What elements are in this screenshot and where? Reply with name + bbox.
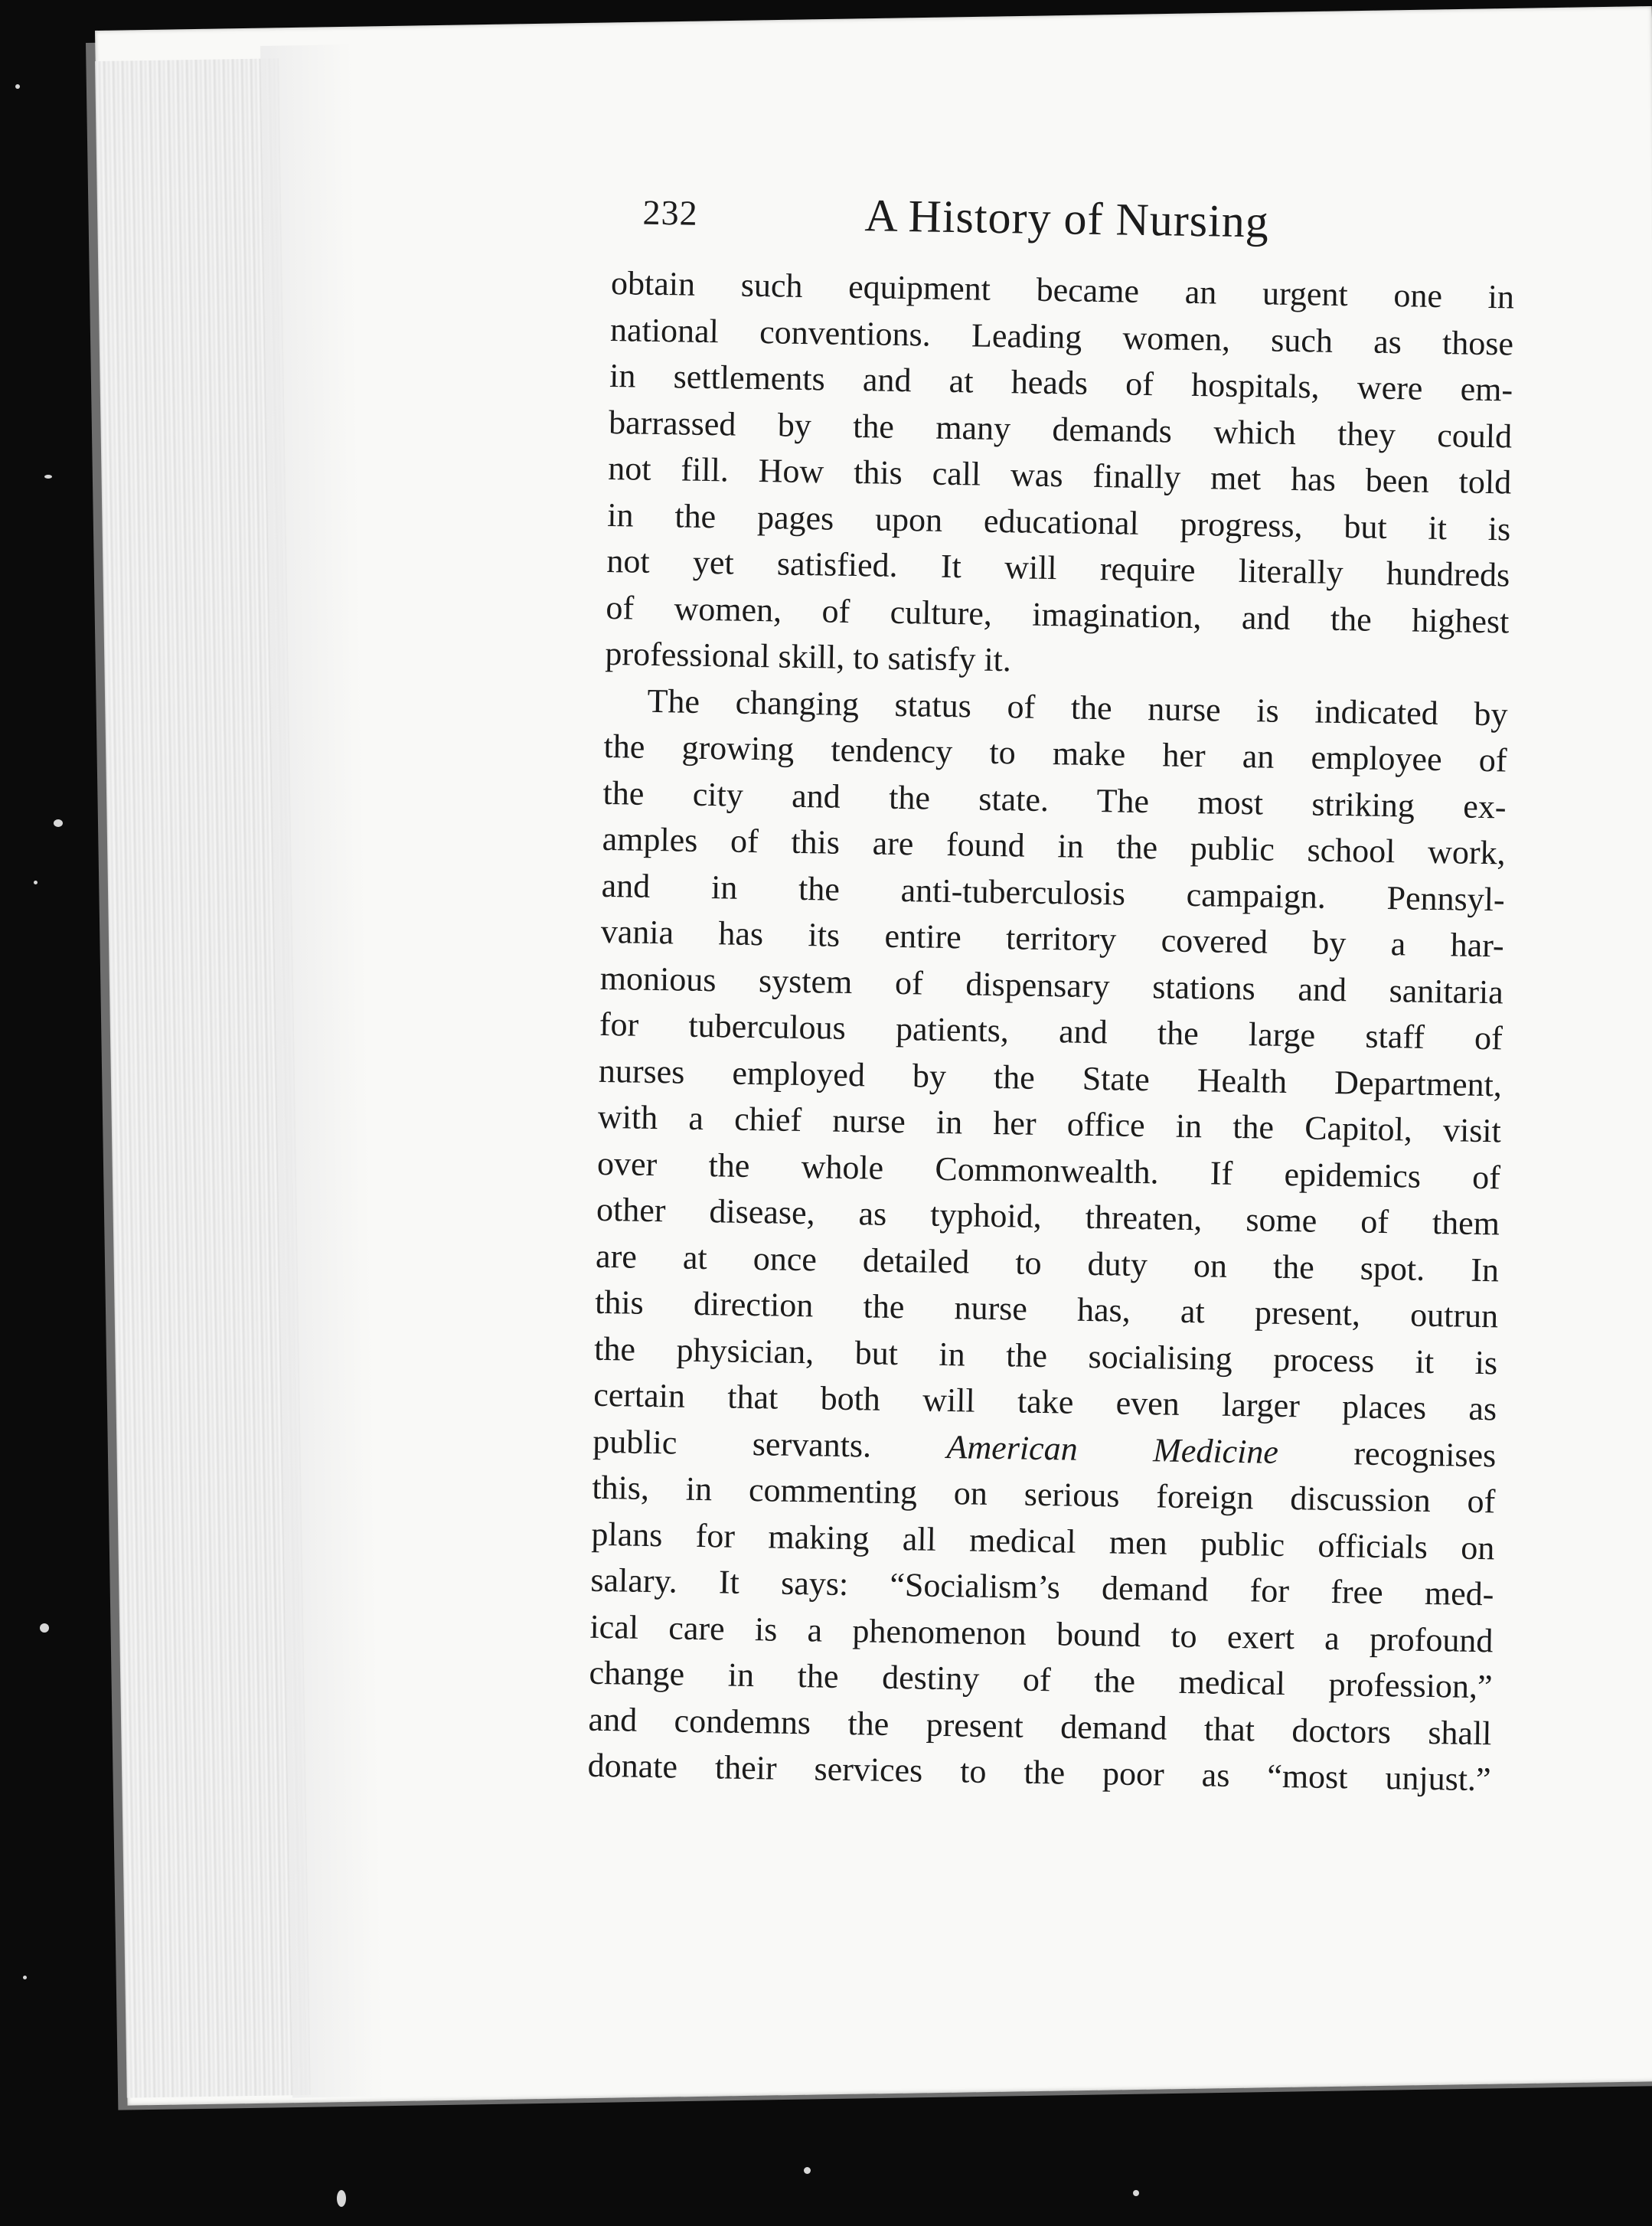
text-line: for tuberculous patients, and the large staff of xyxy=(599,1005,1503,1057)
text-line: plans for making all medical men public officials on xyxy=(591,1515,1495,1567)
text-line: national conventions. Leading women, such as those xyxy=(609,310,1514,363)
text-line: this, in commenting on serious foreign discussion of xyxy=(592,1468,1496,1521)
page-number: 232 xyxy=(642,192,698,233)
dust-speck xyxy=(337,2190,346,2207)
dust-speck xyxy=(15,84,20,89)
text-fragment: public servants. xyxy=(592,1422,948,1466)
dust-speck xyxy=(1133,2190,1139,2196)
text-fragment: recognises xyxy=(1278,1433,1497,1474)
paragraph-2 xyxy=(587,677,1548,1803)
dust-speck xyxy=(54,819,63,827)
text-line: ical care is a phenomenon bound to exert a profound xyxy=(589,1607,1494,1659)
text-line: professional skill, to satisfy it. xyxy=(605,634,1012,679)
dust-speck xyxy=(40,1623,49,1633)
dust-speck xyxy=(23,1976,27,1979)
text-line: with a chief nurse in her office in the Capitol, visit xyxy=(597,1097,1502,1150)
text-line: this direction the nurse has, at present, outrun xyxy=(594,1283,1499,1335)
dust-speck xyxy=(34,881,38,884)
text-line: in the pages upon educational progress, but it is xyxy=(606,495,1511,548)
journal-title-italic: American Medicine xyxy=(946,1427,1279,1471)
text-line: monious system of dispensary stations and sanitaria xyxy=(599,959,1504,1011)
text-line: are at once detailed to duty on the spot. In xyxy=(595,1237,1500,1289)
dust-speck xyxy=(804,2167,811,2174)
text-line: the physician, but in the socialising process it is xyxy=(593,1329,1498,1381)
text-line: of women, of culture, imagination, and the highest xyxy=(606,588,1510,640)
text-line: The changing status of the nurse is indicated by xyxy=(647,682,1508,733)
text-line: salary. It says: “Socialism’s demand for free med- xyxy=(590,1561,1494,1613)
text-line: barrassed by the many demands which they could xyxy=(608,403,1513,455)
text-line: vania has its entire territory covered by a har- xyxy=(600,912,1505,965)
text-line: obtain such equipment became an urgent one in xyxy=(610,263,1515,316)
text-line: certain that both will take even larger places as xyxy=(593,1375,1497,1428)
page-text-block xyxy=(587,191,1556,1804)
text-line: other disease, as typhoid, threaten, some of them xyxy=(596,1190,1500,1243)
text-line: the city and the state. The most striking ex- xyxy=(602,773,1507,825)
text-line: nurses employed by the State Health Department, xyxy=(598,1051,1503,1103)
text-line: the growing tendency to make her an employee of xyxy=(603,727,1507,780)
text-line: in settlements and at heads of hospitals, were em- xyxy=(609,356,1513,409)
text-line: change in the destiny of the medical profession,” xyxy=(589,1653,1493,1706)
text-line: and condemns the present demand that doctors shall xyxy=(588,1700,1492,1752)
paragraph-1 xyxy=(605,260,1554,692)
dust-speck xyxy=(44,475,52,479)
text-line: not fill. How this call was finally met has been told xyxy=(607,449,1512,502)
text-line: over the whole Commonwealth. If epidemics of xyxy=(596,1144,1501,1196)
text-line: and in the anti-tuberculosis campaign. Pennsyl- xyxy=(601,866,1506,918)
text-line: not yet satisfied. It will require literally hundreds xyxy=(606,541,1510,594)
text-line: donate their services to the poor as “most unjust.” xyxy=(587,1746,1491,1799)
running-title: A History of Nursing xyxy=(864,190,1270,247)
text-line: amples of this are found in the public school work, xyxy=(602,819,1506,872)
